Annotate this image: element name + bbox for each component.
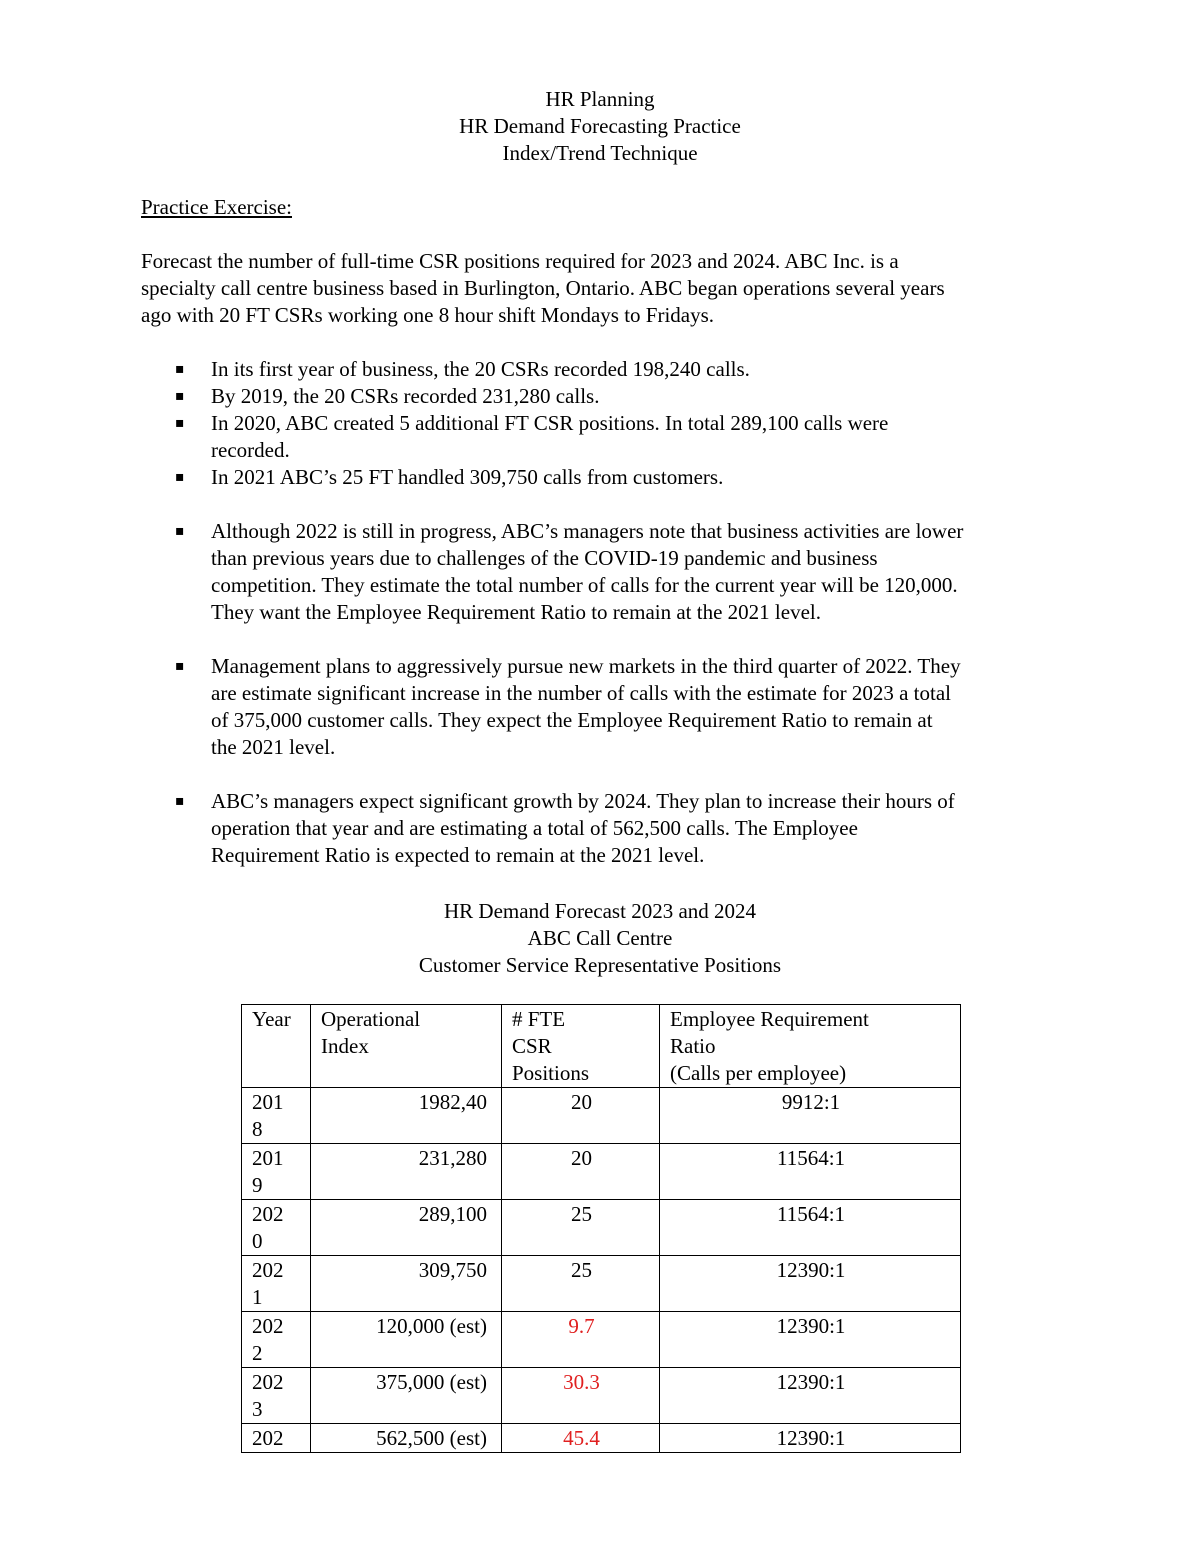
cell-index: 289,100 [311, 1200, 502, 1256]
bullet-item [141, 410, 1061, 464]
intro-line: specialty call centre business based in Burlington, Ontario. ABC began operations several years [141, 276, 945, 300]
bullet-list [141, 356, 1061, 869]
header-operational-index: Operational Index [311, 1005, 502, 1088]
cell-fte: 20 [502, 1144, 660, 1200]
header-subtitle: HR Demand Forecasting Practice [459, 114, 741, 138]
bullet-item [141, 518, 1061, 626]
bullet-item [141, 356, 1061, 383]
cell-ratio: 11564:1 [660, 1200, 961, 1256]
bullet-square-icon: ▪ [175, 793, 185, 809]
bullet-square-icon: ▪ [175, 523, 185, 539]
cell-year: 202 [242, 1424, 311, 1453]
bullet-item [141, 464, 1061, 491]
table-caption [0, 898, 1200, 979]
intro-line: Forecast the number of full-time CSR positions required for 2023 and 2024. ABC Inc. is a [141, 249, 899, 273]
bullet-text: In 2020, ABC created 5 additional FT CSR positions. In total 289,100 calls were [211, 411, 889, 435]
table-row [242, 1368, 961, 1424]
bullet-square-icon: ▪ [175, 469, 185, 485]
header-technique: Index/Trend Technique [502, 141, 698, 165]
cell-index: 231,280 [311, 1144, 502, 1200]
bullet-square-icon: ▪ [175, 361, 185, 377]
cell-ratio: 12390:1 [660, 1368, 961, 1424]
bullet-text: of 375,000 customer calls. They expect the Employee Requirement Ratio to remain at [211, 708, 933, 732]
bullet-text: are estimate significant increase in the number of calls with the estimate for 2023 a total [211, 681, 951, 705]
exercise-heading: Practice Exercise: [141, 195, 292, 219]
bullet-text: They want the Employee Requirement Ratio to remain at the 2021 level. [211, 600, 821, 624]
bullet-item [141, 788, 1061, 869]
cell-fte-estimate: 9.7 [502, 1312, 660, 1368]
cell-fte: 20 [502, 1088, 660, 1144]
cell-year: 202 2 [242, 1312, 311, 1368]
header-year: Year [242, 1005, 311, 1088]
bullet-text: recorded. [211, 438, 290, 462]
table-row [242, 1312, 961, 1368]
cell-ratio: 12390:1 [660, 1312, 961, 1368]
cell-fte-estimate: 45.4 [502, 1424, 660, 1453]
intro-line: ago with 20 FT CSRs working one 8 hour shift Mondays to Fridays. [141, 303, 715, 327]
bullet-text: In 2021 ABC’s 25 FT handled 309,750 calls from customers. [211, 465, 724, 489]
bullet-item [141, 383, 1061, 410]
cell-year: 202 3 [242, 1368, 311, 1424]
cell-index: 120,000 (est) [311, 1312, 502, 1368]
cell-index: 1982,40 [311, 1088, 502, 1144]
bullet-text: ABC’s managers expect significant growth by 2024. They plan to increase their hours of [211, 789, 955, 813]
table-row [242, 1424, 961, 1453]
cell-index: 375,000 (est) [311, 1368, 502, 1424]
cell-ratio: 9912:1 [660, 1088, 961, 1144]
bullet-square-icon: ▪ [175, 658, 185, 674]
cell-year: 201 9 [242, 1144, 311, 1200]
forecast-table [241, 1004, 961, 1453]
table-row [242, 1200, 961, 1256]
cell-fte: 25 [502, 1256, 660, 1312]
intro-paragraph [141, 248, 1061, 329]
bullet-square-icon: ▪ [175, 388, 185, 404]
bullet-text: In its first year of business, the 20 CSRs recorded 198,240 calls. [211, 357, 750, 381]
table-row [242, 1144, 961, 1200]
cell-fte-estimate: 30.3 [502, 1368, 660, 1424]
cell-year: 201 8 [242, 1088, 311, 1144]
table-caption-title: HR Demand Forecast 2023 and 2024 [443, 899, 757, 923]
cell-year: 202 0 [242, 1200, 311, 1256]
cell-index: 562,500 (est) [311, 1424, 502, 1453]
cell-index: 309,750 [311, 1256, 502, 1312]
bullet-text: Requirement Ratio is expected to remain at the 2021 level. [211, 843, 705, 867]
header-title: HR Planning [545, 87, 655, 111]
document-header [0, 86, 1200, 167]
header-fte-positions: # FTE CSR Positions [502, 1005, 660, 1088]
bullet-text: Although 2022 is still in progress, ABC’s managers note that business activities are lower [211, 519, 964, 543]
cell-ratio: 11564:1 [660, 1144, 961, 1200]
bullet-text: competition. They estimate the total number of calls for the current year will be 120,000. [211, 573, 958, 597]
cell-year: 202 1 [242, 1256, 311, 1312]
bullet-text: operation that year and are estimating a total of 562,500 calls. The Employee [211, 816, 858, 840]
bullet-text: By 2019, the 20 CSRs recorded 231,280 calls. [211, 384, 600, 408]
cell-fte: 25 [502, 1200, 660, 1256]
table-header-row [242, 1005, 961, 1088]
cell-ratio: 12390:1 [660, 1256, 961, 1312]
bullet-text: Management plans to aggressively pursue new markets in the third quarter of 2022. They [211, 654, 961, 678]
bullet-text: than previous years due to challenges of the COVID-19 pandemic and business [211, 546, 878, 570]
cell-ratio: 12390:1 [660, 1424, 961, 1453]
bullet-text: the 2021 level. [211, 735, 336, 759]
header-requirement-ratio: Employee Requirement Ratio (Calls per employee) [660, 1005, 961, 1088]
bullet-item [141, 653, 1061, 761]
table-caption-company: ABC Call Centre [527, 926, 673, 950]
table-row [242, 1088, 961, 1144]
table-row [242, 1256, 961, 1312]
table-caption-positions: Customer Service Representative Positions [418, 953, 782, 977]
bullet-square-icon: ▪ [175, 415, 185, 431]
